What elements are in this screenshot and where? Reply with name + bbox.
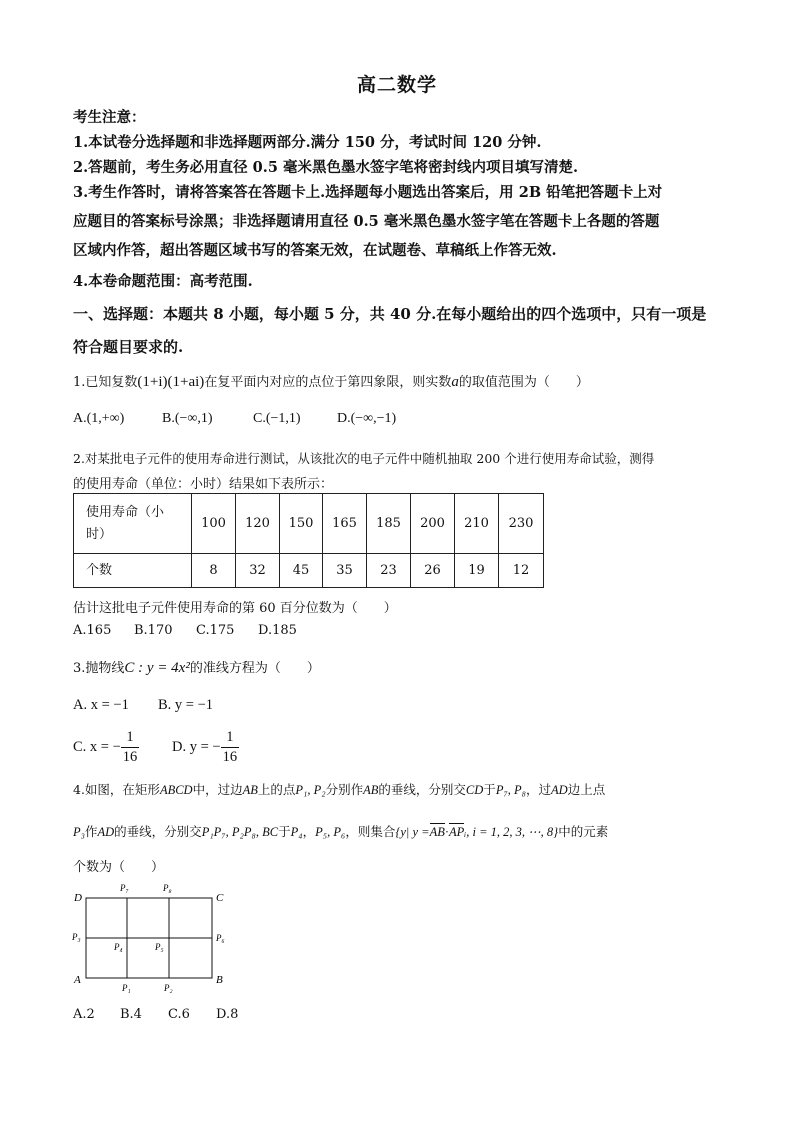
label-p4: P₄ [114,942,123,952]
notice-heading: 考生注意： [73,109,146,126]
section-heading-line-1: 一、选择题：本题共 8 小题，每小题 5 分，共 40 分.在每小题给出的四个选项中，只有一项是 [73,305,707,323]
q4-text: 于 [278,824,291,839]
fraction [221,728,240,767]
question-4-line-1 [73,780,605,798]
q4-text: 作 [84,824,98,839]
q3-prefix: 3.抛物线 [73,661,125,676]
table-header-cell: 个数 [74,554,192,588]
table-cell: 165 [323,494,367,554]
q4-text: ，过 [526,782,552,797]
q4-option-c: C.6 [168,1007,190,1022]
table-cell: 35 [323,554,367,588]
q4-math: AD [97,825,115,839]
fraction [121,728,140,767]
rectangle-figure [66,878,236,1000]
q1-option-c: C.(−1,1) [253,411,301,426]
table-row [74,494,544,554]
fraction-denominator: 16 [122,749,138,765]
dot-operator: · [444,825,450,839]
label-p5: P₅ [155,942,164,952]
q4-math: P₁, P₂ [295,783,326,797]
notice-item-3-line-2: 应题目的答案标号涂黑；非选择题请用直径 0.5 毫米黑色墨水签字笔在答题卡上各题的答题 [73,213,660,230]
q3-option-c-label: C. x = − [73,738,121,755]
q3-option-b: B. y = −1 [158,697,214,713]
table-cell: 100 [192,494,236,554]
q1-option-a: A.(1,+∞) [73,411,125,426]
notice-item-1: 1.本试卷分选择题和非选择题两部分.满分 150 分，考试时间 120 分钟. [73,134,542,151]
table-cell: 23 [367,554,411,588]
set-close: ᵢ, i = 1, 2, 3, ⋯, 8} [464,825,559,839]
q3-expression: C : y = 4x² [124,660,190,676]
q4-math: AB [363,783,379,797]
q2-option-c: C.175 [196,623,235,638]
q4-option-b: B.4 [120,1007,142,1022]
q2-option-d: D.185 [258,623,297,638]
label-p2: P₂ [164,983,173,993]
q4-text: 中的元素 [558,824,609,839]
label-b: B [216,974,223,986]
question-1-stem [73,371,589,391]
q4-option-a: A.2 [73,1007,95,1022]
q4-math: P₃ [73,825,85,839]
q3-suffix: 的准线方程为（ ） [189,661,320,676]
q4-text: 上的点 [257,782,296,797]
label-a: A [74,974,81,986]
vector-ab: AB [429,825,445,839]
q4-text: ，则集合 [345,824,396,839]
q1-option-d: D.(−∞,−1) [337,411,397,426]
notice-item-4: 4.本卷命题范围：高考范围. [73,273,253,290]
section-heading-line-2: 符合题目要求的. [73,338,184,356]
q4-text: 于 [483,782,496,797]
label-p8: P₈ [163,883,172,893]
q1-suffix: 的取值范围为（ ） [458,375,589,390]
table-cell: 19 [455,554,499,588]
q3-option-a: A. x = −1 [73,697,129,713]
q4-math: AB [242,783,258,797]
q1-option-b: B.(−∞,1) [162,411,213,426]
label-p1: P₁ [122,983,131,993]
notice-item-3-line-1: 3.考生作答时，请将答案答在答题卡上.选择题每小题选出答案后，用 2B 铅笔把答题卡上对 [73,184,663,201]
question-4-line-2 [73,822,608,840]
q4-option-d: D.8 [216,1007,239,1022]
question-4-line-3: 个数为（ ） [73,860,165,875]
table-cell: 12 [499,554,544,588]
fraction-denominator: 16 [222,749,238,765]
q4-text: 的垂线，分别交 [378,782,466,797]
question-3-stem [73,657,320,677]
q4-text: 4.如图，在矩形 [73,782,160,797]
q4-math: P₄ [290,825,303,839]
q4-math: P₅, P₆ [315,825,346,839]
q1-prefix: 1.已知复数 [73,375,138,390]
q4-text: 分别作 [325,782,364,797]
q4-math: P₁P₇, P₂P₈, BC [201,825,279,839]
table-cell: 230 [499,494,544,554]
question-2-line-1: 2.对某批电子元件的使用寿命进行测试，从该批次的电子元件中随机抽取 200 个进行使用寿命试验，测得 [73,451,655,466]
table-cell: 200 [411,494,455,554]
table-cell: 120 [236,494,280,554]
q4-text: 的垂线，分别交 [114,824,202,839]
table-cell: 8 [192,554,236,588]
fraction-numerator: 1 [221,728,240,748]
label-c: C [216,892,224,904]
table-cell: 210 [455,494,499,554]
header-line-1: 使用寿命（小 [86,504,165,520]
label-p3: P₃ [72,932,81,942]
vector-ap: AP [449,825,465,839]
label-p6: P₆ [216,933,225,943]
q3-option-d-label: D. y = − [172,738,221,755]
notice-item-3-line-3: 区域内作答，超出答题区域书写的答案无效，在试题卷、草稿纸上作答无效. [73,242,557,259]
q1-expression: (1+i)(1+ai) [137,374,205,390]
fraction-numerator: 1 [121,728,140,748]
q2-option-a: A.165 [73,623,112,638]
page-title: 高二数学 [356,74,437,96]
q3-option-d [172,728,239,767]
table-cell: 150 [280,494,323,554]
table-cell: 32 [236,554,280,588]
q1-variable: a [451,374,459,390]
q4-math: CD [465,783,484,797]
table-cell: 26 [411,554,455,588]
table-row [74,554,544,588]
label-d: D [74,892,82,904]
q4-math: AD [551,783,568,797]
table-cell: 45 [280,554,323,588]
q2-option-b: B.170 [134,623,173,638]
notice-item-2: 2.答题前，考生务必用直径 0.5 毫米黑色墨水签字笔将密封线内项目填写清楚. [73,159,579,176]
q4-text: 中，过边 [192,782,243,797]
set-open: {y| y = [395,825,430,839]
label-p7: P₇ [120,883,129,893]
q4-text: ， [302,824,316,839]
q4-math: ABCD [159,783,193,797]
question-2-line-2: 的使用寿命（单位：小时）结果如下表所示： [73,477,334,492]
header-line-2: 时） [86,526,113,542]
table-cell: 185 [367,494,411,554]
q4-math: P₇, P₈ [495,783,527,797]
q1-middle: 在复平面内对应的点位于第四象限，则实数 [204,375,452,390]
q4-text: 边上点 [567,782,606,797]
question-2-prompt: 估计这批电子元件使用寿命的第 60 百分位数为（ ） [73,601,397,616]
lifetime-table [73,493,544,588]
q3-option-c [73,728,139,767]
table-header-cell [74,494,192,554]
